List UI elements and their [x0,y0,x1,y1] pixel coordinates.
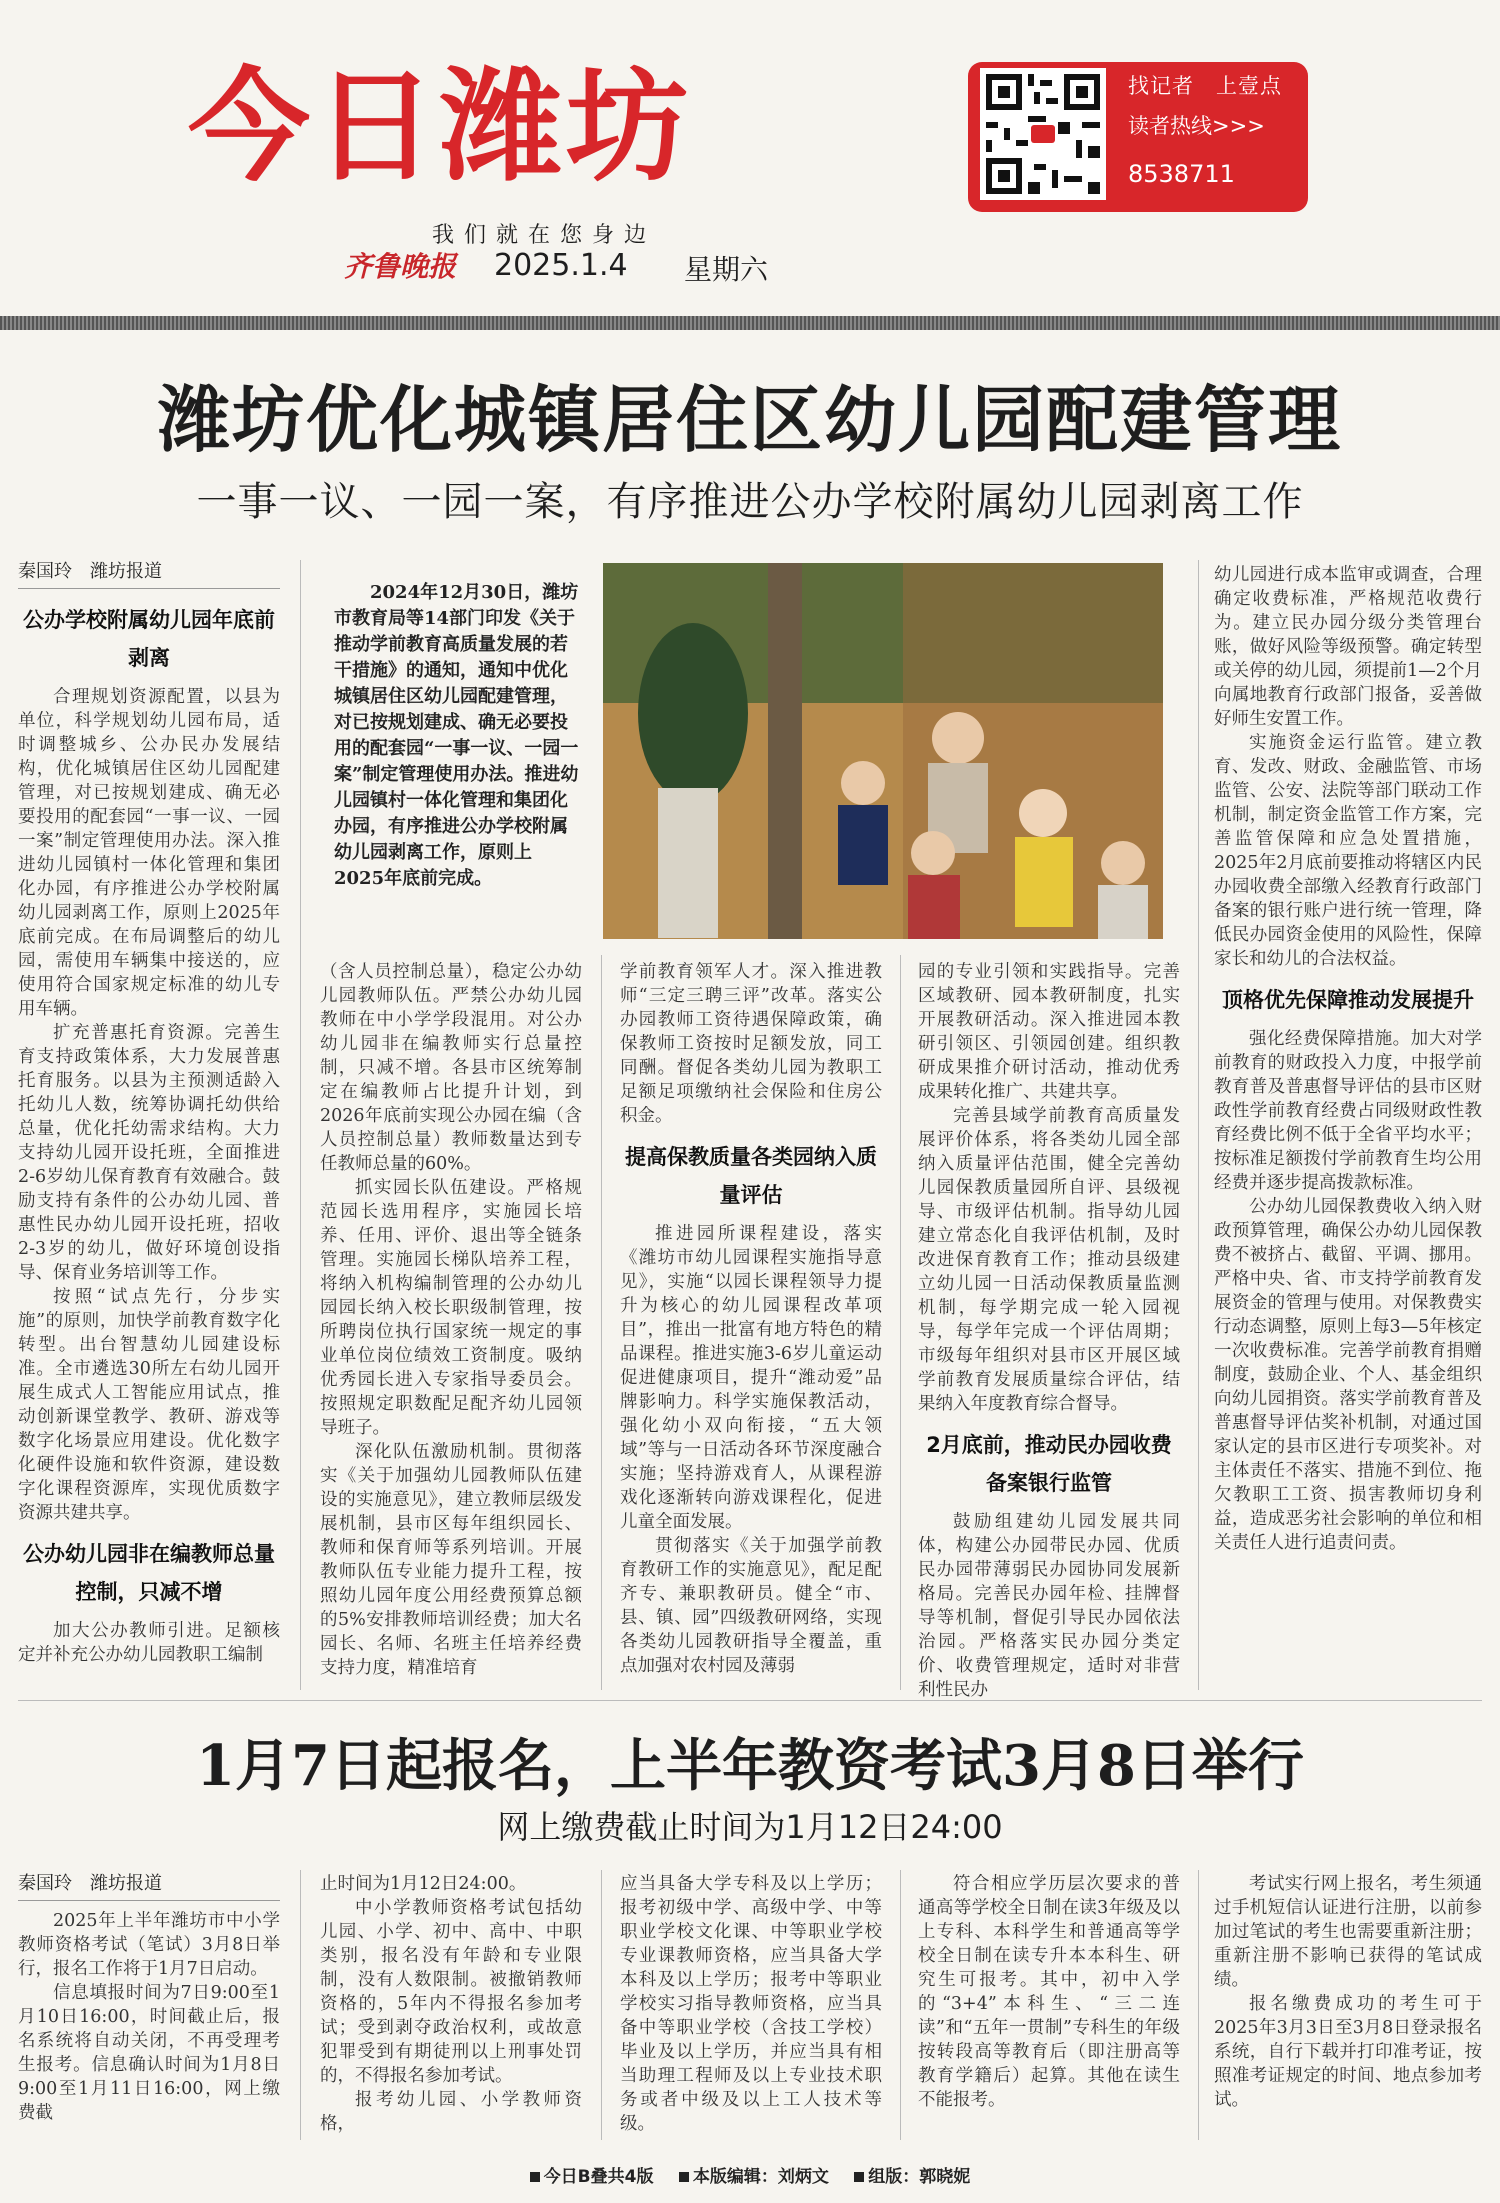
paragraph: 合理规划资源配置，以县为单位，科学规划幼儿园布局，适时调整城乡、公办民办发展结构，优化城镇居住区幼儿园配建管理，对已按规划建成、确无必要投用的配套园“一事一议、一园一案”制定管理使用办法。深入推进幼儿园镇村一体化管理和集团化办园，有序推进公办学校附属幼儿园剥离工作，原则上2025年底前完成。在布局调整后的幼儿园，需使用车辆集中接送的，应使用符合国家规定标准的幼儿专用车辆。 [18,687,280,1019]
paragraph: 贯彻落实《关于加强学前教育教研工作的实施意见》，配足配齐专、兼职教研员。健全“市、县、镇、园”四级教研网络，实现各类幼儿园教研指导全覆盖，重点加强对农村园及薄弱 [620,1536,882,1676]
story1-headline: 潍坊优化城镇居住区幼儿园配建管理 [157,377,1342,462]
footer-layout: 组版：郭晓妮 [854,2167,970,2187]
story2-headline: 1月7日起报名，上半年教资考试3月8日举行 [196,1733,1304,1799]
story2-column-1 [18,1872,280,2125]
column-divider [300,560,301,1690]
story1-column-5 [1214,563,1482,1555]
story1-section-heading: 顶格优先保障推动发展提升 [1222,988,1474,1012]
footer-editor: 本版编辑：刘炳文 [679,2167,829,2187]
paragraph: 应当具备大学专科及以上学历；报考初级中学、高级中学、中等职业学校文化课、中等职业学校专业课教师资格，应当具备大学本科及以上学历；报考中等职业学校实习指导教师资格，应当具备中等职业学校（含技工学校）毕业及以上学历，并应当具有相当助理工程师及以上专业技术职务或者中级及以上工人技术等级。 [620,1874,882,2134]
page-footer [0,2162,1500,2187]
paragraph: 幼儿园进行成本监审或调查，合理确定收费标准，严格规范收费行为。建立民办园分级分类管理台账，做好风险等级预警。确定转型或关停的幼儿园，须提前1—2个月向属地教育行政部门报备，妥善做好师生安置工作。 [1214,565,1482,729]
story1-byline: 秦国玲 潍坊报道 [18,560,280,589]
paragraph: 强化经费保障措施。加大对学前教育的财政投入力度，中报学前教育普及普惠督导评估的县市区财政性学前教育经费占同级财政性教育经费比例不低于全省平均水平；按标准足额拨付学前教育生均公用经费并逐步提高拨款标准。 [1214,1029,1482,1193]
paragraph: 鼓励组建幼儿园发展共同体，构建公办园带民办园、优质民办园带薄弱民办园协同发展新格局。完善民办园年检、挂牌督导等机制，督促引导民办园依法治园。严格落实民办园分类定价、收费管理规定，适时对非营利性民办 [918,1512,1180,1700]
story1-section-heading: 2月底前，推动民办园收费备案银行监管 [926,1433,1172,1495]
footer-edition: 今日B叠共4版 [530,2167,654,2187]
story2-column-2 [320,1872,582,2136]
column-divider [900,955,901,1690]
story-divider [18,1700,1482,1701]
newspaper-brand: 齐鲁晚报 [344,250,457,283]
story2-subheadline: 网上缴费截止时间为1月12日24:00 [497,1808,1003,1846]
paragraph: 完善县域学前教育高质量发展评价体系，将各类幼儿园全部纳入质量评估范围，健全完善幼儿园保教质量园所自评、县级视导、市级评估机制。指导幼儿园建立常态化自我评估机制，及时改进保育教育工作；推动县级建立幼儿园一日活动保教质量监测机制，每学期完成一轮入园视导，每学年完成一个评估周期；市级每年组织对县市区开展区域学前教育发展质量综合评估，结果纳入年度教育综合督导。 [918,1106,1180,1414]
story1-column-2 [320,960,582,1680]
paragraph: 符合相应学历层次要求的普通高等学校全日制在读3年级及以上专科、本科学生和普通高等学校全日制在读专升本本科生、研究生可报考。其中，初中入学的“3+4”本科生、“三二连读”和“五年一贯制”专科生的年级按转段高等教育后（即注册高等教育学籍后）起算。其他在读生不能报考。 [918,1874,1180,2110]
lead-paragraph: 2024年12月30日，潍坊市教育局等14部门印发《关于推动学前教育高质量发展的若干措施》的通知，通知中优化城镇居住区幼儿园配建管理，对已按规划建成、确无必要投用的配套园“一事一议、一园一案”制定管理使用办法。推进幼儿园镇村一体化管理和集团化办园，有序推进公办学校附属幼儿园剥离工作，原则上2025年底前完成。 [334,582,579,889]
paragraph: 公办幼儿园保教费收入纳入财政预算管理，确保公办幼儿园保教费不被挤占、截留、平调、挪用。严格中央、省、市支持学前教育发展资金的管理与使用。对保教费实行动态调整，原则上每3—5年核定一次收费标准。完善学前教育捐赠制度，鼓励企业、个人、基金组织向幼儿园捐资。落实学前教育普及普惠督导评估奖补机制，对通过国家认定的县市区进行专项奖补。对主体责任不落实、措施不到位、拖欠教职工工资、损害教师切身利益，造成恶劣社会影响的单位和相关责任人进行追责问责。 [1214,1197,1482,1553]
column-divider [601,955,602,1690]
story2-column-5 [1214,1872,1482,2112]
paragraph: （含人员控制总量），稳定公办幼儿园教师队伍。严禁公办幼儿园教师在中小学学段混用。对公办幼儿园非在编教师实行总量控制，只减不增。各县市区统筹制定在编教师占比提升计划，到2026年底前实现公办园在编（含人员控制总量）教师数量达到专任教师总量的60%。 [320,962,582,1174]
story1-section-heading: 公办学校附属幼儿园年底前剥离 [23,608,275,670]
paragraph: 考试实行网上报名，考生须通过手机短信认证进行注册，以前参加过笔试的考生也需要重新注册；重新注册不影响已获得的笔试成绩。 [1214,1874,1482,1990]
story1-column-1 [18,560,280,1667]
issue-weekday: 星期六 [684,253,769,286]
paragraph: 报考幼儿园、小学教师资格， [320,2090,582,2134]
masthead-logo: 今日潍坊 [188,56,692,198]
story2-column-3 [620,1872,882,2136]
paragraph: 深化队伍激励机制。贯彻落实《关于加强幼儿园教师队伍建设的实施意见》，建立教师层级发展机制，县市区每年组织园长、教师和保育师等系列培训。开展教师队伍专业能力提升工程，按照幼儿园年度公用经费预算总额的5%安排教师培训经费；加大名园长、名师、名班主任培养经费支持力度，精准培育 [320,1442,582,1678]
column-divider [1198,1870,1199,2140]
story1-lead [334,580,580,892]
paragraph: 中小学教师资格考试包括幼儿园、小学、初中、高中、中职类别，报名没有年龄和专业限制，没有人数限制。被撤销教师资格的，5年内不得报名参加考试；受到剥夺政治权利，或故意犯罪受到有期徒刑以上刑事处罚的，不得报名参加考试。 [320,1898,582,2086]
story2-column-4 [918,1872,1180,2112]
paragraph: 止时间为1月12日24:00。 [320,1874,527,1894]
story1-section-heading: 公办幼儿园非在编教师总量控制，只减不增 [23,1542,275,1604]
masthead-divider [0,316,1500,330]
masthead-slogan: 我们就在您身边 [432,223,657,248]
story1-photo [603,563,1163,939]
paragraph: 2025年上半年潍坊市中小学教师资格考试（笔试）3月8日举行，报名工作将于1月7日启动。 [18,1911,280,1979]
column-divider [900,1870,901,2140]
column-divider [601,1870,602,2140]
hotline-number: 8538711 [1128,160,1235,188]
paragraph: 按照“试点先行，分步实施”的原则，加快学前教育数字化转型。出台智慧幼儿园建设标准。全市遴选30所左右幼儿园开展生成式人工智能应用试点，推动创新课堂教学、教研、游戏等数字化场景应用建设。优化数字化硬件设施和软件资源，建设数字化课程资源库，实现优质数字资源共建共享。 [18,1287,280,1523]
paragraph: 推进园所课程建设，落实《潍坊市幼儿园课程实施指导意见》，实施“以园长课程领导力提升为核心的幼儿园课程改革项目”，推出一批富有地方特色的精品课程。推进实施3-6岁儿童运动促进健康项目，提升“潍动爱”品牌影响力。科学实施保教活动，强化幼小双向衔接，“五大领域”等与一日活动各环节深度融合实施；坚持游戏育人，从课程游戏化逐渐转向游戏课程化，促进儿童全面发展。 [620,1224,882,1532]
paragraph: 加大公办教师引进。足额核定并补充公办幼儿园教职工编制 [18,1621,280,1665]
column-divider [1198,560,1199,1690]
paragraph: 扩充普惠托育资源。完善生育支持政策体系，大力发展普惠托育服务。以县为主预测适龄入托幼儿人数，统筹协调托幼供给总量，优化托幼需求结构。大力支持幼儿园开设托班，全面推进2-6岁幼儿保育教育有效融合。鼓励支持有条件的公办幼儿园、普惠性民办幼儿园开设托班，招收2-3岁的幼儿，做好环境创设指导、保育业务培训等工作。 [18,1023,280,1283]
issue-date: 2025.1.4 [494,248,628,283]
column-divider [300,1870,301,2140]
paragraph: 实施资金运行监管。建立教育、发改、财政、金融监管、市场监管、公安、法院等部门联动工作机制，制定资金监管工作方案，完善监管保障和应急处置措施，2025年2月底前要推动将辖区内民办园收费全部缴入经教育行政部门备案的银行账户进行统一管理，降低民办园资金使用的风险性，保障家长和幼儿的合法权益。 [1214,733,1482,969]
hotline-find-reporter: 找记者 上壹点 [1128,74,1282,98]
story2-byline: 秦国玲 潍坊报道 [18,1872,280,1901]
paragraph: 园的专业引领和实践指导。完善区域教研、园本教研制度，扎实开展教研活动。深入推进园本教研引领区、引领园创建。组织教研成果推介研讨活动，推动优秀成果转化推广、共建共享。 [918,962,1180,1102]
story1-column-4 [918,960,1180,1702]
paragraph: 信息填报时间为7日9:00至1月10日16:00，时间截止后，报名系统将自动关闭，不再受理考生报考。信息确认时间为1月8日9:00至1月11日16:00，网上缴费截 [18,1983,280,2123]
paragraph: 学前教育领军人才。深入推进教师“三定三聘三评”改革。落实公办园教师工资待遇保障政策，确保教师工资按时足额发放，同工同酬。督促各类幼儿园为教职工足额足项缴纳社会保险和住房公积金。 [620,962,882,1126]
story1-column-3 [620,960,882,1678]
qr-code-icon[interactable] [980,68,1106,200]
hotline-label: 读者热线>>> [1128,114,1265,138]
paragraph: 抓实园长队伍建设。严格规范园长选用程序，实施园长培养、任用、评价、退出等全链条管理。实施园长梯队培养工程，将纳入机构编制管理的公办幼儿园园长纳入校长职级制管理，按所聘岗位执行国家统一规定的事业单位岗位绩效工资制度。吸纳优秀园长进入专家指导委员会。按照规定职数配足配齐幼儿园领导班子。 [320,1178,582,1438]
paragraph: 报名缴费成功的考生可于2025年3月3日至3月8日登录报名系统，自行下载并打印准考证，按照准考证规定的时间、地点参加考试。 [1214,1994,1482,2110]
story1-section-heading: 提高保教质量各类园纳入质量评估 [625,1145,877,1207]
story1-subheadline: 一事一议、一园一案，有序推进公办学校附属幼儿园剥离工作 [196,479,1304,525]
